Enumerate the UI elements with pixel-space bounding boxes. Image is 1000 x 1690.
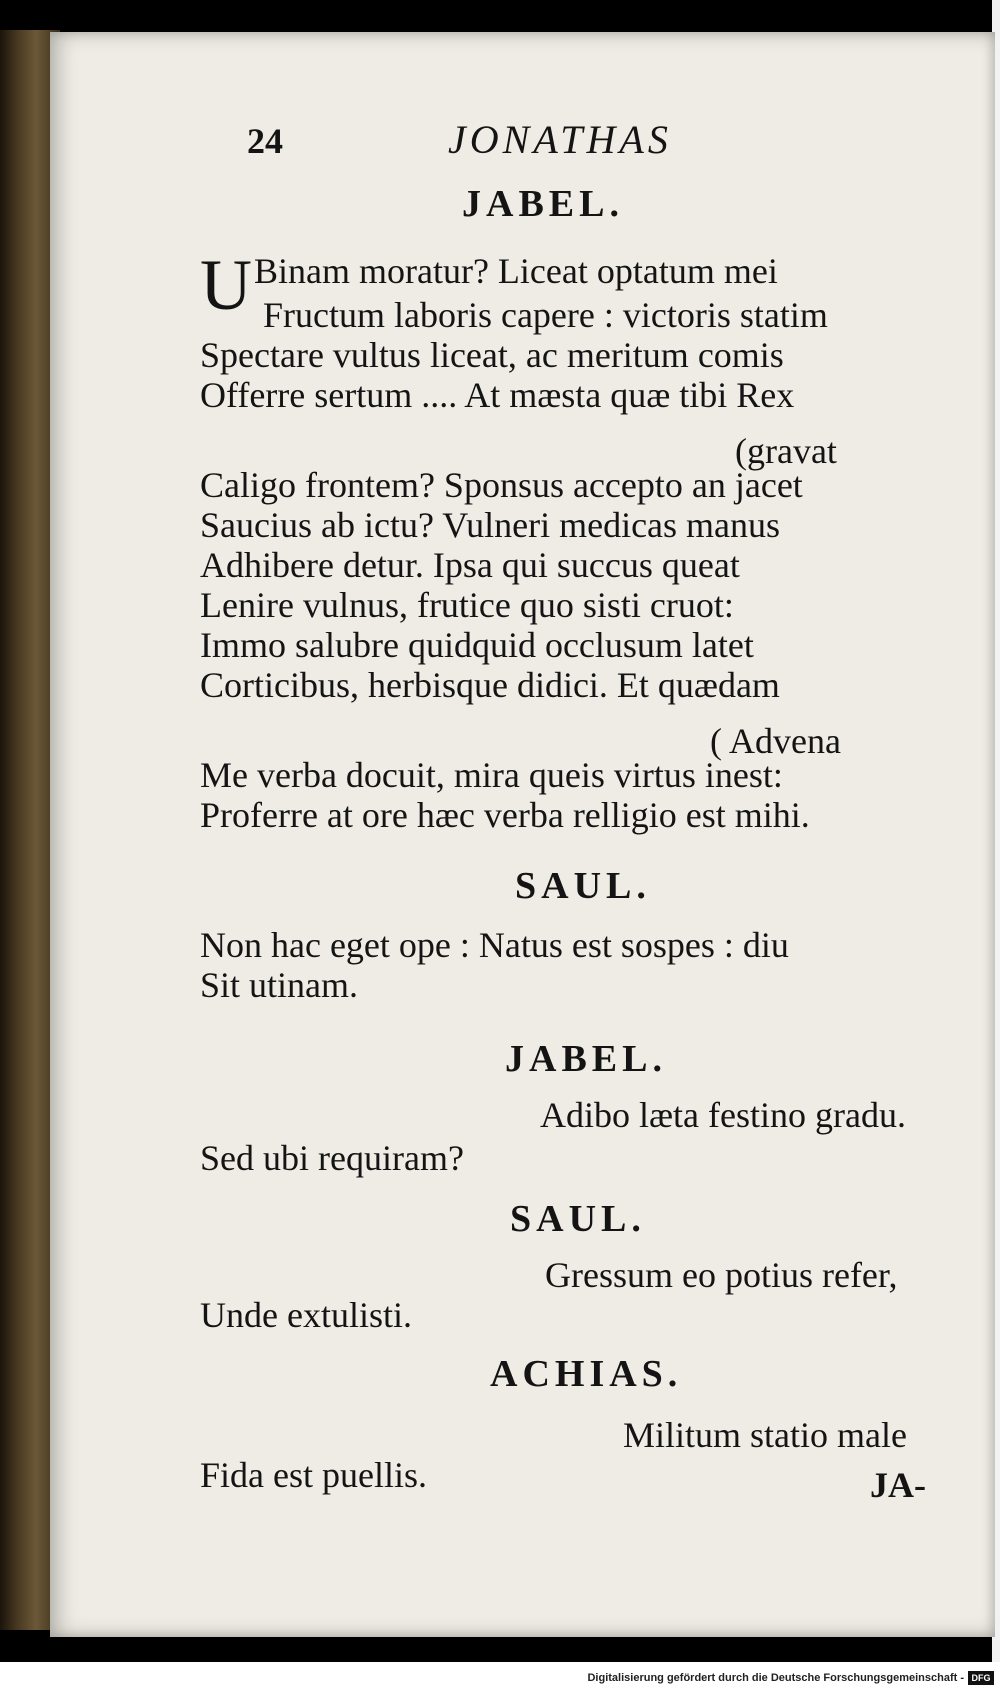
page-header bbox=[50, 110, 995, 170]
verse-line: Corticibus, herbisque didici. Et quædam bbox=[200, 665, 780, 705]
verse-line: Adhibere detur. Ipsa qui succus queat bbox=[200, 545, 740, 585]
verse-line: Proferre at ore hæc verba relligio est mihi. bbox=[200, 795, 810, 835]
speaker-saul: SAUL. bbox=[515, 865, 651, 907]
dfg-logo-icon: DFG bbox=[968, 1671, 994, 1685]
drop-cap: U bbox=[200, 245, 252, 325]
verse-line: Saucius ab ictu? Vulneri medicas manus bbox=[200, 505, 781, 545]
footer-bar bbox=[0, 1662, 1000, 1690]
verse-line: Unde extulisti. bbox=[200, 1295, 412, 1335]
verse-line: ( Advena bbox=[710, 721, 841, 761]
speaker-achias: ACHIAS. bbox=[490, 1353, 683, 1395]
verse-line: Fida est puellis. bbox=[200, 1455, 427, 1495]
funding-notice: Digitalisierung gefördert durch die Deutsche Forschungsgemeinschaft - bbox=[587, 1672, 964, 1684]
catchword: JA- bbox=[870, 1465, 926, 1505]
speaker-jabel: JABEL. bbox=[462, 183, 624, 225]
book-page bbox=[50, 32, 995, 1637]
verse-line: Me verba docuit, mira queis virtus inest: bbox=[200, 755, 783, 795]
verse-text: Binam moratur? Liceat optatum mei bbox=[254, 251, 778, 291]
speaker-jabel: JABEL. bbox=[505, 1038, 667, 1080]
verse-line: Spectare vultus liceat, ac meritum comis bbox=[200, 335, 784, 375]
verse-line: Offerre sertum .... At mæsta quæ tibi Rex bbox=[200, 375, 795, 415]
speaker-saul: SAUL. bbox=[510, 1198, 646, 1240]
verse-line: Gressum eo potius refer, bbox=[545, 1255, 898, 1295]
verse-line: Sed ubi requiram? bbox=[200, 1138, 464, 1178]
verse-line: Fructum laboris capere : victoris statim bbox=[263, 295, 828, 335]
verse-line: Adibo læta festino gradu. bbox=[540, 1095, 906, 1135]
page-number: 24 bbox=[247, 121, 283, 161]
verse-line: Caligo frontem? Sponsus accepto an jacet bbox=[200, 465, 803, 505]
verse-line: Non hac eget ope : Natus est sospes : diu bbox=[200, 925, 789, 965]
running-title: JONATHAS bbox=[448, 117, 672, 162]
verse-line: Sit utinam. bbox=[200, 965, 359, 1005]
verse-line: Militum statio male bbox=[623, 1415, 907, 1455]
verse-line: (gravat bbox=[735, 431, 837, 471]
verse-line: Immo salubre quidquid occlusum latet bbox=[200, 625, 754, 665]
verse-line: Lenire vulnus, frutice quo sisti cruot: bbox=[200, 585, 734, 625]
